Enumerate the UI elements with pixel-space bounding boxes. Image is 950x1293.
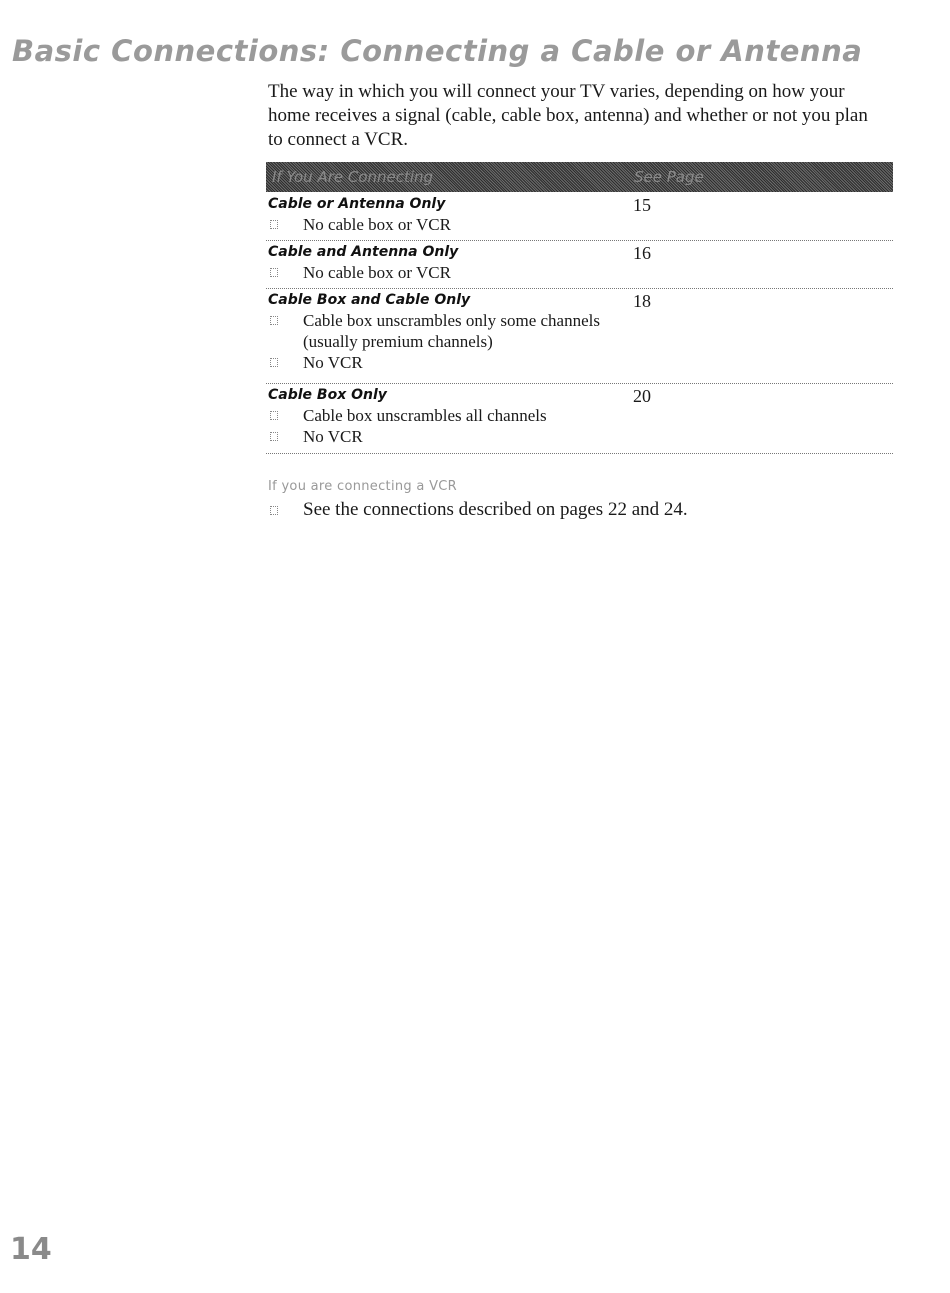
column-header-see-page: See Page <box>634 168 704 186</box>
checkbox-bullet-icon <box>270 220 278 229</box>
item-text: See the connections described on pages 22 and 24. <box>303 499 688 520</box>
page-title: Basic Connections: Connecting a Cable or Antenna <box>12 34 863 68</box>
row-heading: Cable and Antenna Only <box>268 244 459 260</box>
list-item <box>266 310 613 352</box>
row-page-number: 15 <box>633 195 651 215</box>
page-number: 14 <box>10 1232 52 1267</box>
checkbox-bullet-icon <box>270 506 278 515</box>
row-page-number: 16 <box>633 243 651 263</box>
list-item <box>266 262 633 283</box>
item-text: No cable box or VCR <box>303 215 451 234</box>
table-row <box>266 194 893 241</box>
list-item <box>266 352 633 373</box>
checkbox-bullet-icon <box>270 411 278 420</box>
table-row <box>266 242 893 289</box>
item-text: No cable box or VCR <box>303 263 451 282</box>
item-text: Cable box unscrambles only some channels (usually premium channels) <box>303 311 600 351</box>
checkbox-bullet-icon <box>270 432 278 441</box>
list-item <box>266 426 633 447</box>
row-heading: Cable or Antenna Only <box>268 196 446 212</box>
table-header <box>266 162 893 192</box>
list-item <box>266 405 633 426</box>
list-item <box>266 498 688 522</box>
checkbox-bullet-icon <box>270 316 278 325</box>
item-text: No VCR <box>303 427 363 446</box>
intro-paragraph: The way in which you will connect your TV varies, depending on how your home receives a signal (cable, cable box, antenna) and whether or not you plan to connect a VCR. <box>268 81 868 150</box>
row-heading: Cable Box Only <box>268 387 387 403</box>
row-heading: Cable Box and Cable Only <box>268 292 471 308</box>
vcr-subheading: If you are connecting a VCR <box>268 479 457 494</box>
table-row <box>266 385 893 454</box>
row-page-number: 20 <box>633 386 651 406</box>
column-header-connecting: If You Are Connecting <box>272 168 434 186</box>
list-item <box>266 214 633 235</box>
row-page-number: 18 <box>633 291 651 311</box>
item-text: Cable box unscrambles all channels <box>303 406 547 425</box>
item-text: No VCR <box>303 353 363 372</box>
table-row <box>266 290 893 384</box>
checkbox-bullet-icon <box>270 358 278 367</box>
checkbox-bullet-icon <box>270 268 278 277</box>
